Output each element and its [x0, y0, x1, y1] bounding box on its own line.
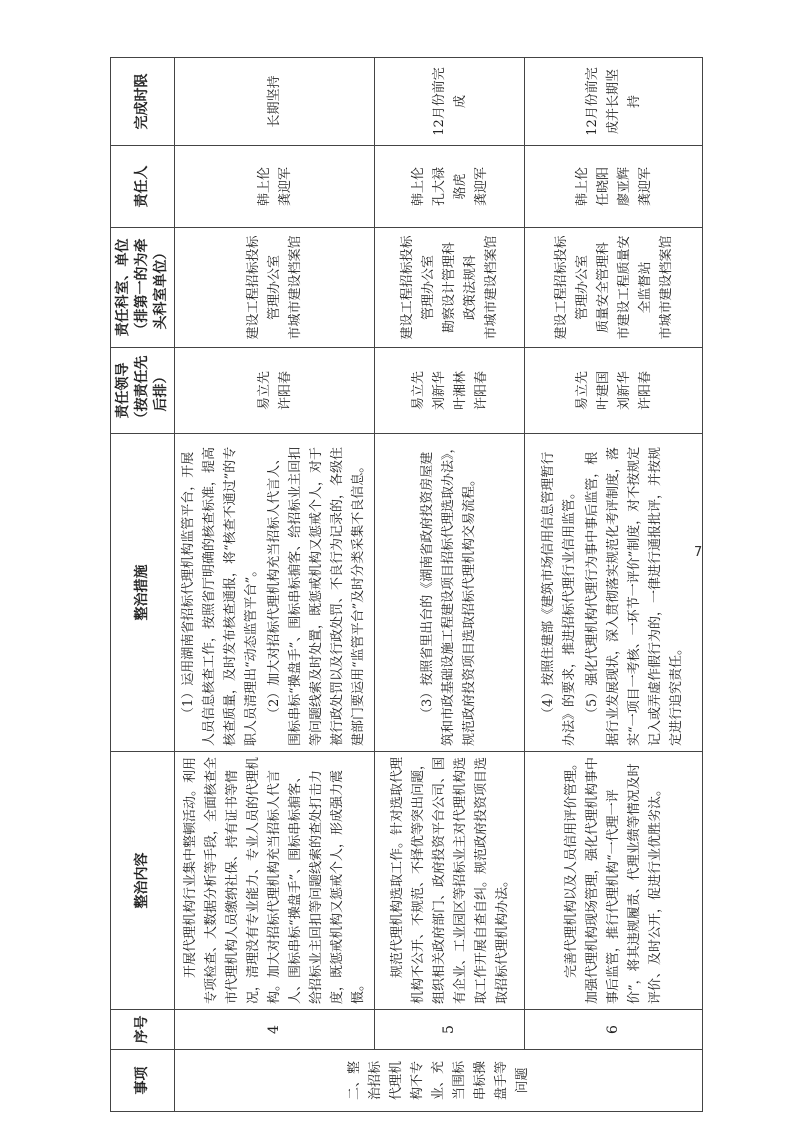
unit-name: 市建设工程质量安全监督站 — [616, 235, 653, 340]
person-name: 孔大禄 — [431, 167, 447, 207]
rectification-table — [110, 57, 703, 1112]
header-seq: 序号 — [111, 1010, 175, 1050]
deadline-cell: 12月份前完成 — [375, 58, 525, 146]
leader-name: 易立先 — [410, 371, 426, 411]
rotated-table-page — [110, 58, 688, 1112]
measure-item: （2）加大对招标代理机构充当招标人代言人、围标串标“操盘手”、围标串标掮客、给招标业主回扣等问题线索及时处置，既惩戒机构又惩戒个人，对于被行政处罚以及行政处罚、不良行为记录的，各级住建部门要运用“监管平台”及时分类采集不良信息。 — [267, 446, 366, 746]
header-category: 事项 — [111, 1050, 175, 1112]
table-row — [175, 58, 375, 1112]
person-name: 龚迎军 — [473, 167, 489, 207]
leader-name: 刘新华 — [431, 371, 447, 411]
deadline-cell: 12月份前完成并长期坚持 — [525, 58, 703, 146]
person-name: 韩上伦 — [574, 167, 590, 207]
header-persons: 责任人 — [111, 146, 175, 228]
measure-item: （1）运用湖南省招标代理机构监管平台，开展人员信息核查工作，按照省厅明确的核查标准，提高核查质量，及时发布核查通报，将“核查不通过”的专职人员清理出“动态监管平台”。 — [181, 446, 259, 746]
leader-name: 许阳春 — [473, 371, 489, 411]
leader-name: 许阳春 — [277, 371, 293, 411]
persons-cell — [175, 146, 375, 228]
leaders-cell — [375, 348, 525, 434]
measures-cell — [525, 434, 703, 752]
units-cell — [375, 228, 525, 348]
units-cell — [525, 228, 703, 348]
content-cell: 开展代理机构行业集中整顿活动。利用专项检查、大数据分析等手段，全面核查全市代理机构人员缴纳社保、持有证书等情况，清理没有专业能力、专业人员的代理机构。加大对招标代理机构充当招标人代言人、围标串标“操盘手”、围标串标掮客、给招标业主回扣等问题线索的查处打击力度，既惩戒机构又惩戒个人，形成强力震慑。 — [175, 752, 375, 1010]
leader-name: 许阳春 — [637, 371, 653, 411]
person-name: 廖亚辉 — [616, 167, 632, 207]
unit-name: 建设工程招标投标管理办公室 — [553, 235, 590, 340]
persons-cell — [375, 146, 525, 228]
unit-name: 市城市建设档案馆 — [658, 235, 674, 340]
units-cell — [175, 228, 375, 348]
content-cell: 规范代理机构选取工作。针对选取代理机构不公开、不规范、不择优等突出问题，组织相关政府部门、政府投资平台公司、国有企业、工业园区等招标业主对代理机构选取工作开展自查自纠。规范政府投资项目选取招标代理机构办法。 — [375, 752, 525, 1010]
unit-name: 政策法规科 — [463, 255, 478, 321]
person-name: 龚迎军 — [637, 167, 653, 207]
person-name: 韩上伦 — [410, 167, 426, 207]
measures-cell — [175, 434, 375, 752]
person-name: 骆虎 — [452, 173, 468, 200]
unit-name: 建设工程招标投标管理办公室 — [400, 235, 436, 340]
leaders-cell — [525, 348, 703, 434]
page-number: 7 — [694, 545, 703, 560]
measure-item: （3）按照省里出台的《湖南省政府投资房屋建筑和市政基础设施工程建设项目招标代理选取办法》，规范政府投资项目选取招标代理机构交易流程。 — [420, 440, 477, 746]
unit-name: 市城市建设档案馆 — [288, 235, 303, 340]
category-cell: 二、整治招标代理机构不专业、充当围标串标操盘手等问题 — [175, 1050, 703, 1112]
persons-cell — [525, 146, 703, 228]
measures-cell — [375, 434, 525, 752]
header-units: 责任科室、单位（排第一的为牵头科室单位） — [111, 228, 175, 348]
leader-name: 易立先 — [574, 371, 590, 411]
header-row — [111, 58, 175, 1112]
content-cell: 完善代理机构以及人员信用评价管理。加强代理机构现场管理，强化代理机构事中事后监管，推行代理机构“一代理一评价”，将其违规履责、代理业绩等情况及时评价、及时公开，促进行业优胜劣汰。 — [525, 752, 703, 1010]
seq-cell: 4 — [175, 1010, 375, 1050]
deadline-cell: 长期坚持 — [175, 58, 375, 146]
measure-item: （4）按照住建部《建筑市场信用信息管理暂行办法》的要求，推进招标代理行业信用监管。 — [541, 451, 577, 746]
unit-name: 勘察设计管理科 — [442, 242, 457, 334]
unit-name: 建设工程招标投标管理办公室 — [246, 235, 282, 340]
header-deadline: 完成时限 — [111, 58, 175, 146]
person-name: 龚迎军 — [277, 167, 293, 207]
person-name: 韩上伦 — [256, 167, 272, 207]
leaders-cell — [175, 348, 375, 434]
person-name: 任晓阳 — [595, 167, 611, 207]
table-row — [375, 58, 525, 1112]
unit-name: 质量安全管理科 — [595, 242, 611, 334]
header-content: 整治内容 — [111, 752, 175, 1010]
seq-cell: 5 — [375, 1010, 525, 1050]
measure-item: （5）强化代理机构代理行为事中事后监管，根据行业发展现状，深入贯彻落实规范化考评制度，落实“一项目一考核、一环节一评价”制度，对不按规定记入或弄虚作假行为的，一律进行通报批评，并按规定进行追究责任。 — [585, 446, 684, 746]
leader-name: 叶建国 — [595, 371, 611, 411]
leader-name: 易立先 — [256, 371, 272, 411]
leader-name: 刘新华 — [616, 371, 632, 411]
header-leaders: 责任领导（按责任先后排） — [111, 348, 175, 434]
unit-name: 市城市建设档案馆 — [484, 235, 499, 340]
leader-name: 叶湘林 — [452, 371, 468, 411]
table-row — [525, 58, 703, 1112]
seq-cell: 6 — [525, 1010, 703, 1050]
header-measures: 整治措施 — [111, 434, 175, 752]
